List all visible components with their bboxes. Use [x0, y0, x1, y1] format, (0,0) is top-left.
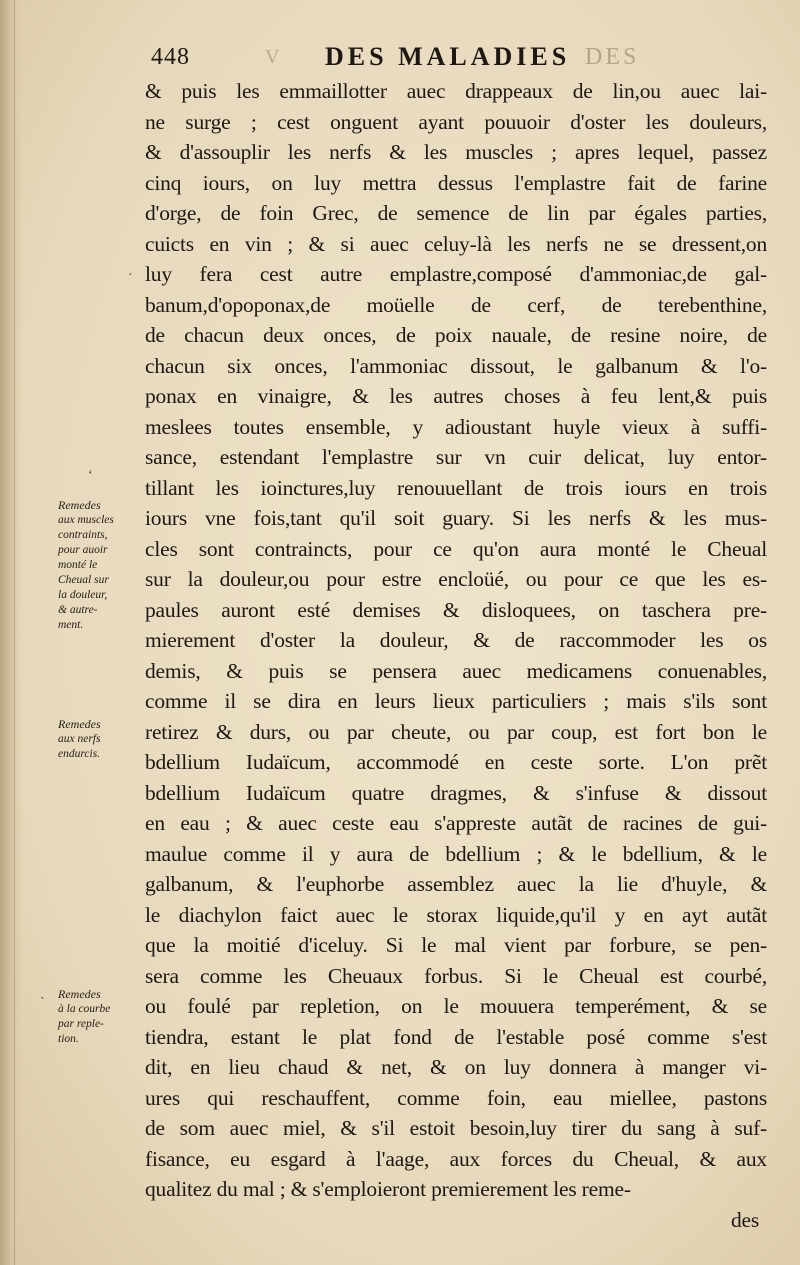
text-line: meslees toutes ensemble, y adioustant huyle vieux à suffi-: [145, 414, 767, 439]
margin-note-line: aux nerfs: [58, 733, 101, 745]
text-line: & puis les emmaillotter auec drappeaux de lin,ou auec lai-: [145, 79, 767, 103]
text-line: demis, & puis se pensera auec medicamens conuenables,: [145, 658, 767, 683]
margin-note-nerves: [58, 717, 142, 762]
running-title: DES MALADIES: [325, 42, 571, 71]
ink-speck: ˎ: [40, 985, 45, 1000]
text-line: mierement d'oster la douleur, & de raccommoder les os: [145, 628, 767, 652]
margin-note-line: la douleur,: [58, 589, 108, 601]
text-line: fisance, eu esgard à l'aage, aux forces du Cheual, & aux: [145, 1146, 767, 1171]
text-line: d'orge, de foin Grec, de semence de lin par égales parties,: [145, 201, 767, 225]
text-line: cles sont contraincts, pour ce qu'on aura monté le Cheual: [145, 536, 767, 561]
text-line: iours vne fois,tant qu'il soit guary. Si les nerfs & les mus-: [145, 506, 767, 530]
margin-note-line: contraints,: [58, 529, 108, 541]
margin-note-line: à la courbe: [58, 1003, 111, 1015]
margin-note-line: ment.: [58, 619, 84, 631]
margin-note-line: Remedes: [58, 498, 101, 512]
margin-note-line: monté le: [58, 559, 98, 571]
text-line: ou foulé par repletion, on le mouuera temperément, & se: [145, 994, 767, 1018]
running-header: [145, 40, 775, 80]
text-line: chacun six onces, l'ammoniac dissout, le galbanum & l'o-: [145, 353, 767, 378]
show-through-text: V: [265, 46, 280, 68]
text-line: cuicts en vin ; & si auec celuy-là les nerfs ne se dressent,on: [145, 231, 767, 256]
margin-note-line: par reple-: [58, 1018, 104, 1030]
ink-speck: ʻ: [88, 468, 93, 483]
text-line: & d'assouplir les nerfs & les muscles ; apres lequel, passez: [145, 140, 767, 164]
text-line: dit, en lieu chaud & net, & on luy donnera à manger vi-: [145, 1055, 767, 1079]
text-line: banum,d'opoponax,de moüelle de cerf, de terebenthine,: [145, 292, 767, 317]
margin-note-line: Remedes: [58, 987, 101, 1001]
margin-note-line: aux muscles: [58, 514, 114, 526]
text-line: bdellium Iudaïcum quatre dragmes, & s'infuse & dissout: [145, 780, 767, 805]
text-line: de chacun deux onces, de poix nauale, de resine noire, de: [145, 323, 767, 347]
page-edge-line: [14, 0, 15, 1265]
text-line: maulue comme il y aura de bdellium ; & le bdellium, & le: [145, 841, 767, 866]
margin-note-line: endurcis.: [58, 748, 101, 760]
text-line: cinq iours, on luy mettra dessus l'emplastre fait de farine: [145, 170, 767, 195]
text-line: sera comme les Cheuaux forbus. Si le Cheual est courbé,: [145, 963, 767, 988]
text-line: ures qui reschauffent, comme foin, eau miellee, pastons: [145, 1085, 767, 1110]
text-line: ponax en vinaigre, & les autres choses à feu lent,& puis: [145, 384, 767, 408]
margin-note-line: tion.: [58, 1033, 79, 1045]
margin-note-line: Cheual sur: [58, 574, 109, 586]
margin-note-muscles: [58, 498, 142, 633]
text-line: bdellium Iudaïcum, accommodé en ceste sorte. L'on prẽt: [145, 750, 767, 774]
text-line: sance, estendant l'emplastre sur vn cuir delicat, luy entor-: [145, 445, 767, 469]
ink-speck: ·: [128, 268, 133, 283]
page-binding-shadow: [0, 0, 22, 1265]
text-line: qualitez du mal ; & s'emploieront premierement les reme-: [145, 1177, 631, 1201]
text-line: tillant les ioinctures,luy renouuellant de trois iours en trois: [145, 475, 767, 500]
text-line: de som auec miel, & s'il estoit besoin,luy tirer du sang à suf-: [145, 1116, 767, 1140]
show-through-title: DES: [585, 44, 640, 70]
catchword: des: [730, 1207, 759, 1232]
margin-note-line: & autre-: [58, 604, 98, 616]
text-line: sur la douleur,ou pour estre encloüé, ou pour ce que les es-: [145, 567, 767, 591]
text-line: retirez & durs, ou par cheute, ou par coup, est fort bon le: [145, 719, 767, 744]
text-line: luy fera cest autre emplastre,composé d'ammoniac,de gal-: [145, 262, 767, 286]
text-line: tiendra, estant le plat fond de l'estable posé comme s'est: [145, 1024, 767, 1049]
text-line: ne surge ; cest onguent ayant pouuoir d'oster les douleurs,: [145, 109, 767, 134]
margin-note-line: pour auoir: [58, 544, 108, 556]
text-line: paules auront esté demises & disloquees, on taschera pre-: [145, 597, 767, 622]
margin-note-line: Remedes: [58, 717, 101, 731]
text-line: que la moitié d'iceluy. Si le mal vient par forbure, se pen-: [145, 933, 767, 957]
body-text: [145, 76, 767, 1235]
page-number: 448: [151, 44, 190, 70]
margin-note-courbe: [58, 987, 142, 1047]
text-line: le diachylon faict auec le storax liquide,qu'il y en ayt autãt: [145, 902, 767, 927]
text-line: en eau ; & auec ceste eau s'appreste autãt de racines de gui-: [145, 811, 767, 835]
text-line: galbanum, & l'euphorbe assemblez auec la lie d'huyle, &: [145, 872, 767, 896]
text-line: comme il se dira en leurs lieux particuliers ; mais s'ils sont: [145, 689, 767, 713]
